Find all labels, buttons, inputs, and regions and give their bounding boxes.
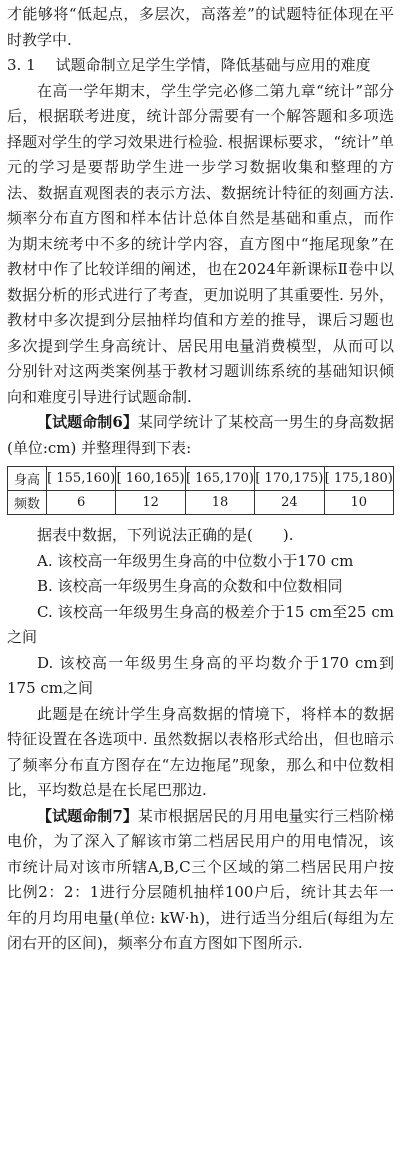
problem-6-statement — [7, 410, 394, 461]
table-cell: [ 160,165) — [116, 467, 185, 491]
table-cell: 24 — [255, 491, 324, 515]
paragraph-background: 在高一学年期末，学生学完必修二第九章“统计”部分后，根据联考进度，统计部分需要有一个解答题和多项选择题对学生的学习效果进行检验. 根据课标要求，“统计”单元的学习是要帮助学生进一步学习数据收集和整理的方法、数据直观图表的表示方法、数据统计特征的刻画方法. 频率分布直方图和样本估计总体自然是基础和重点，而作为期末统考中不多的统计学内容，直方图中“拖尾现象”在教材中作了比较详细的阐述，也在2024年新课标Ⅱ卷中以数据分析的形式进行了考查，更加说明了其重要性. 另外，教材中多次提到分层抽样均值和方差的推导，课后习题也多次提到学生身高统计、居民用电量消费模型，从而可以分别针对这两类案例基于教材习题训练系统的基础知识倾向和难度引导进行试题命制. — [7, 81, 394, 406]
option-a: A. 该校高一年级男生身高的中位数小于170 cm — [37, 551, 354, 570]
section-number: 3. 1 — [7, 56, 36, 74]
table-row — [8, 491, 394, 515]
table-cell: 10 — [324, 491, 393, 515]
question-stem: 据表中数据，下列说法正确的是( ). — [37, 526, 294, 544]
analysis-paragraph: 此题是在统计学生身高数据的情境下，将样本的数据特征设置在各选项中. 虽然数据以表格形式给出，但也暗示了频率分布直方图存在“左边拖尾”现象，那么和中位数相比，平均数总是在长尾巴那边. — [7, 704, 394, 799]
row-header-height: 身高 — [8, 467, 47, 491]
section-title: 试题命制立足学生学情，降低基础与应用的难度 — [55, 56, 371, 74]
problem-6-tag: 【试题命制6】 — [37, 413, 138, 431]
problem-6-text: 某同学统计了某校高一男生的身高数据(单位:cm) 并整理得到下表: — [7, 413, 394, 457]
table-cell: 12 — [116, 491, 185, 515]
table-cell: [ 175,180) — [324, 467, 393, 491]
table-cell: 6 — [47, 491, 116, 515]
option-c: C. 该校高一年级男生身高的极差介于15 cm至25 cm之间 — [7, 602, 394, 646]
table-cell: [ 170,175) — [255, 467, 324, 491]
table-cell: [ 155,160) — [47, 467, 116, 491]
table-row — [8, 467, 394, 491]
problem-7-text: 某市根据居民的月用电量实行三档阶梯电价，为了深入了解该市第二档居民用户的用电情况，该市统计局对该市所辖A,B,C三个区域的第二档居民用户按比例2：2：1进行分层随机抽样100户后，统计其去年一年的月均用电量(单位: kW·h)，进行适当分组后(每组为左闭右开的区间)，频率分布直方图如下图所示. — [7, 806, 394, 952]
option-b: B. 该校高一年级男生身高的众数和中位数相同 — [37, 577, 343, 595]
problem-7-statement — [7, 804, 394, 957]
option-d: D. 该校高一年级男生身高的平均数介于170 cm到175 cm之间 — [7, 653, 394, 697]
table-cell: [ 165,170) — [185, 467, 254, 491]
section-heading — [7, 53, 394, 79]
table-cell: 18 — [185, 491, 254, 515]
problem-7-tag: 【试题命制7】 — [37, 806, 138, 825]
page-content — [7, 2, 394, 957]
height-frequency-table — [7, 466, 394, 515]
row-header-frequency: 频数 — [8, 491, 47, 515]
intro-tail: 才能够将“低起点，多层次，高落差”的试题特征体现在平时教学中. — [7, 5, 394, 49]
